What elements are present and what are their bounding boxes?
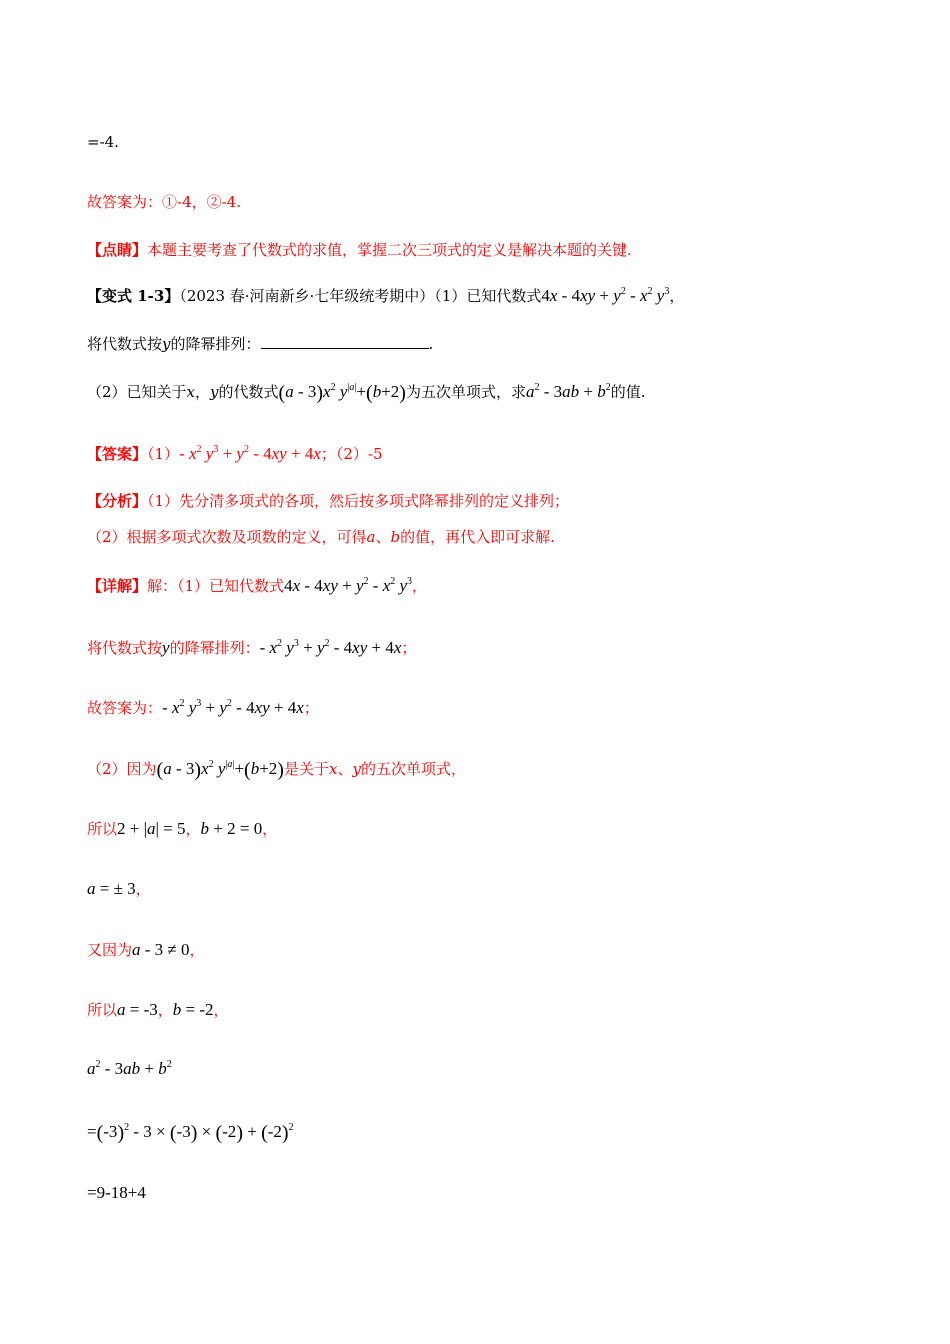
line-detail-part2: （2）因为$(a - 3)x^2$ $y^{|a|}+(b+2)$是关于x、y的五次单项式， — [87, 759, 466, 781]
line-detail-answer: 故答案为：- $x^2$ $y^3 + y^2 - 4xy + 4x$； — [87, 698, 319, 717]
detail-text-1: 解：（1）已知代数式 — [147, 577, 285, 595]
line-answer — [87, 444, 383, 464]
so-prefix-2: 所以 — [87, 1001, 118, 1019]
variant-source: （2023 春·河南新乡·七年级统考期中）（1）已知代数式 — [179, 287, 542, 305]
analysis-text-2a: （2）根据多项式次数及项数的定义，可得 — [87, 528, 367, 546]
tag-variant: 【变式 1-3】 — [87, 287, 180, 305]
line-detail-arrange: 将代数式按y的降幂排列：- $x^2$ $y^3 + y^2 - 4xy + 4x$； — [87, 638, 417, 657]
expr-arranged: - $x^2$ $y^3 + y^2 - 4xy + 4x$ — [259, 638, 402, 657]
line-detail-1: 【详解】解：（1）已知代数式$4x - 4xy + y^2 - x^2$ $y^3$， — [87, 576, 428, 595]
line-dianjing — [87, 240, 632, 260]
expr-ab-values: a = -3 — [117, 1000, 158, 1019]
detail-part2-mid: 是关于 — [283, 760, 329, 778]
line-result-neg4: =-4. — [87, 133, 119, 151]
line-arrange-blank: 将代数式按y的降幂排列： . — [87, 335, 434, 353]
tag-detail: 【详解】 — [87, 577, 148, 595]
detail-arrange-suffix: 的降幂排列： — [169, 639, 260, 657]
line-so-1: 所以2 + |a| = 5，b + 2 = 0， — [87, 819, 278, 838]
expr-target: $a^2 - 3ab + b^2$ — [525, 382, 611, 401]
dianjing-text: 本题主要考查了代数式的求值，掌握二次三项式的定义是解决本题的关键. — [147, 241, 632, 259]
also-prefix: 又因为 — [87, 941, 133, 959]
detail-arrange-prefix: 将代数式按 — [87, 639, 163, 657]
tag-analysis: 【分析】 — [87, 492, 148, 510]
analysis-text-1: （1）先分清多项式的各项，然后按多项式降幂排列的定义排列； — [147, 492, 570, 510]
expr-a-neq: a - 3 ≠ 0 — [132, 940, 190, 959]
expr-monomial-2: $(a - 3)x^2$ $y^{|a|}+(b+2)$ — [156, 759, 284, 781]
analysis-text-2b: 的值，再代入即可求解. — [400, 528, 555, 546]
so-prefix-1: 所以 — [87, 820, 118, 838]
q2-mid: 的代数式 — [218, 383, 279, 401]
tag-answer: 【答案】 — [87, 445, 148, 463]
q2-suffix: 的值. — [610, 383, 646, 401]
line-substitute — [87, 1122, 294, 1143]
q2-condition: 为五次单项式，求 — [405, 383, 526, 401]
line-also: 又因为a - 3 ≠ 0， — [87, 940, 205, 959]
tag-dianjing: 【点睛】 — [87, 241, 148, 259]
expr-monomial: $(a - 3)x^2$ $y^{|a|}+(b+2)$ — [278, 382, 406, 404]
q2-prefix: （2）已知关于 — [87, 383, 187, 401]
expr-conditions: 2 + |a| = 5 — [117, 819, 186, 838]
expr-given-polynomial: $4x - 4xy + y^2 - x^2$ $y^3$ — [541, 286, 670, 305]
answer-part1-label: （1） — [147, 445, 180, 463]
line-question-2: （2）已知关于x，y的代数式$(a - 3)x^2$ $y^{|a|}+(b+2)$为五次单项式，求$a^2 - 3ab + b^2$的值. — [87, 382, 646, 404]
line-compute: =9-18+4 — [87, 1183, 146, 1202]
detail-answer-prefix: 故答案为： — [87, 699, 163, 717]
expr-target-2: $a^2 - 3ab + b^2$ — [87, 1059, 172, 1078]
line-so-2: 所以a = -3，b = -2， — [87, 1000, 229, 1019]
expr-a-pm3: a = ± 3 — [87, 879, 136, 898]
line-expression — [87, 1059, 172, 1079]
expr-given-polynomial-2: $4x - 4xy + y^2 - x^2$ $y^3$ — [284, 576, 413, 595]
expr-answer-1: - $x^2$ $y^3 + y^2 - 4xy + 4x$ — [179, 444, 321, 463]
line-answer-summary: 故答案为：①-4，②-4. — [87, 193, 241, 211]
expr-substituted: $=(-3)^2 - 3 \times (-3) \times (-2) + (-2)^2$ — [87, 1122, 294, 1144]
line-analysis-2: （2）根据多项式次数及项数的定义，可得a、b的值，再代入即可求解. — [87, 528, 555, 546]
answer-part2: ；（2）-5 — [320, 445, 383, 463]
detail-part2-prefix: （2）因为 — [87, 760, 157, 778]
answer-blank[interactable] — [261, 334, 429, 349]
line-a-value: a = ± 3， — [87, 879, 151, 898]
arrange-prefix: 将代数式按 — [87, 335, 163, 353]
line-variant-question: 【变式 1-3】（2023 春·河南新乡·七年级统考期中）（1）已知代数式$4x - 4xy + y^2 - x^2$ $y^3$， — [87, 286, 685, 305]
var-y: y — [162, 335, 171, 353]
arrange-suffix: 的降幂排列： — [170, 335, 261, 353]
expr-arranged-2: - $x^2$ $y^3 + y^2 - 4xy + 4x$ — [162, 698, 304, 717]
line-analysis-1 — [87, 491, 569, 511]
detail-part2-suffix: 的五次单项式， — [360, 760, 466, 778]
